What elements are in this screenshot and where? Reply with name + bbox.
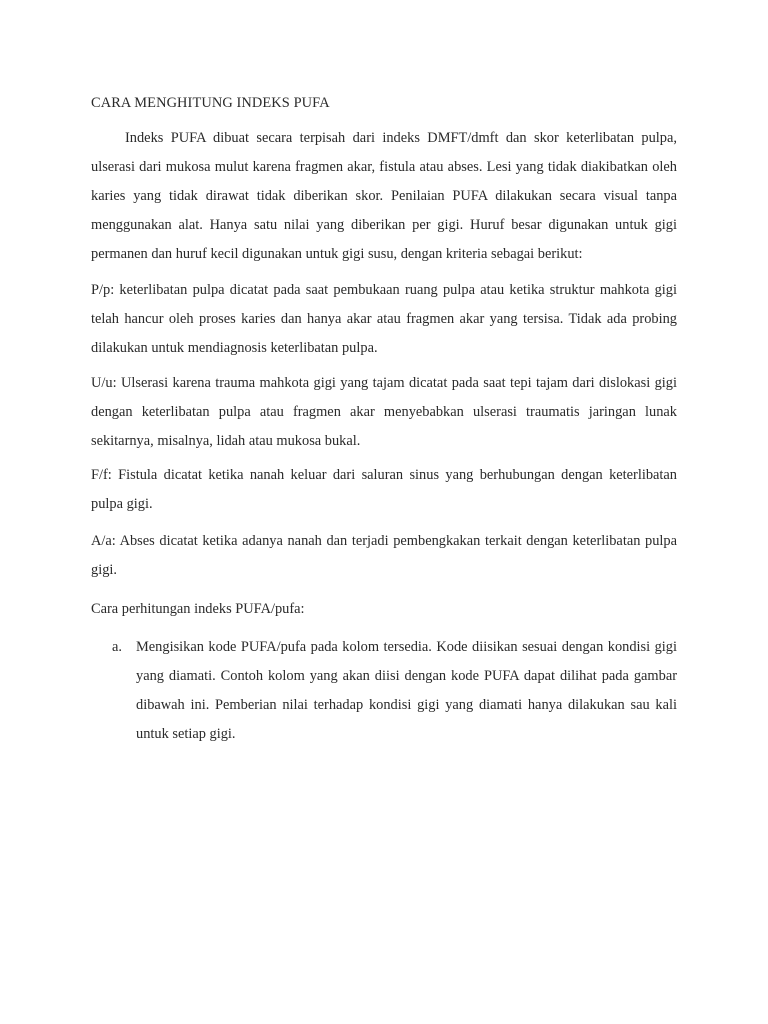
list-marker: a.	[112, 639, 122, 655]
calculation-steps-list	[112, 633, 677, 749]
criteria-ulceration-paragraph: U/u: Ulserasi karena trauma mahkota gigi yang tajam dicatat pada saat tepi tajam dari dislokasi gigi dengan keterlibatan pulpa atau fragmen akar menyebabkan ulserasi traumatis jaringan lunak sekitarnya, misalnya, lidah atau mukosa bukal.	[91, 375, 677, 449]
criteria-abscess-paragraph: A/a: Abses dicatat ketika adanya nanah dan terjadi pembengkakan terkait dengan keterlibatan pulpa gigi.	[91, 533, 677, 578]
list-item	[112, 633, 677, 749]
list-item-text: Mengisikan kode PUFA/pufa pada kolom tersedia. Kode diisikan sesuai dengan kondisi gigi yang diamati. Contoh kolom yang akan diisi dengan kode PUFA dapat dilihat pada gambar dibawah ini. Pemberian nilai terhadap kondisi gigi yang diamati hanya dilakukan sau kali untuk setiap gigi.	[136, 639, 677, 742]
criteria-fistula-paragraph: F/f: Fistula dicatat ketika nanah keluar dari saluran sinus yang berhubungan dengan keterlibatan pulpa gigi.	[91, 467, 677, 512]
calculation-heading: Cara perhitungan indeks PUFA/pufa:	[91, 601, 305, 617]
intro-paragraph: Indeks PUFA dibuat secara terpisah dari indeks DMFT/dmft dan skor keterlibatan pulpa, ulserasi dari mukosa mulut karena fragmen akar, fistula atau abses. Lesi yang tidak diakibatkan oleh karies yang tidak dirawat tidak diberikan skor. Penilaian PUFA dilakukan secara visual tanpa menggunakan alat. Hanya satu nilai yang diberikan per gigi. Huruf besar digunakan untuk gigi permanen dan huruf kecil digunakan untuk gigi susu, dengan kriteria sebagai berikut:	[91, 130, 677, 262]
criteria-pulp-paragraph: P/p: keterlibatan pulpa dicatat pada saat pembukaan ruang pulpa atau ketika struktur mahkota gigi telah hancur oleh proses karies dan hanya akar atau fragmen akar yang tersisa. Tidak ada probing dilakukan untuk mendiagnosis keterlibatan pulpa.	[91, 282, 677, 356]
document-title: CARA MENGHITUNG INDEKS PUFA	[91, 95, 330, 111]
